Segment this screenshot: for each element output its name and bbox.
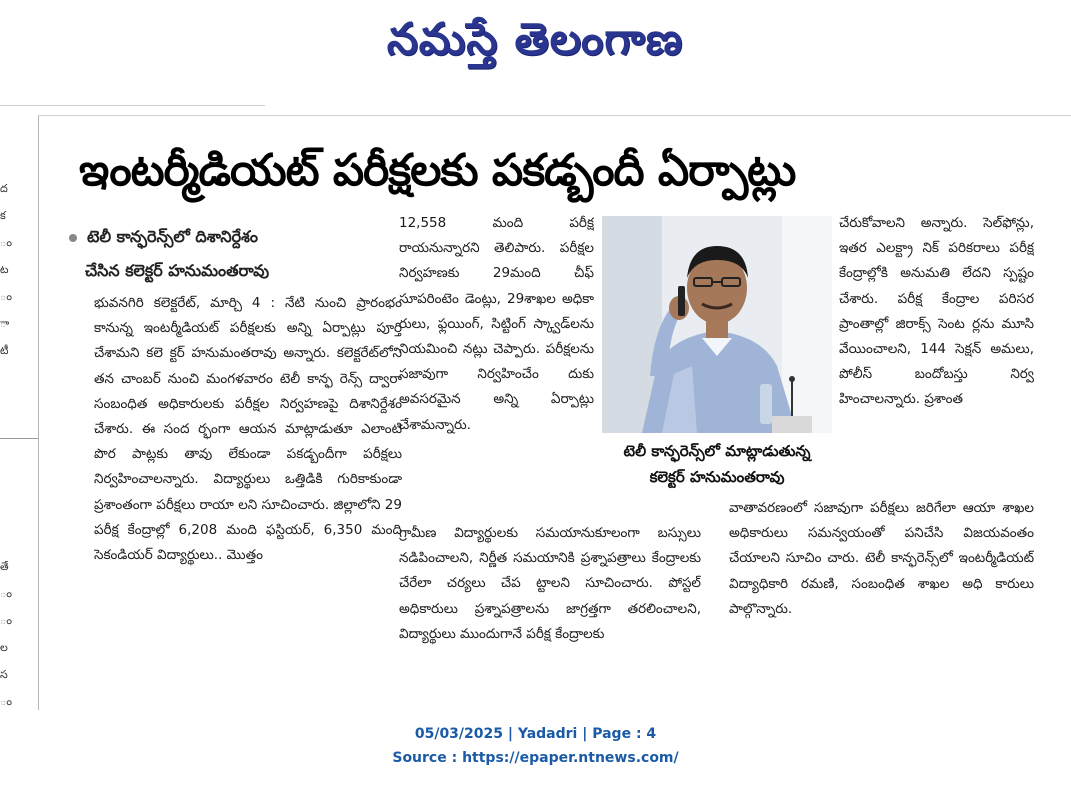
article-column-3-top xyxy=(839,211,1034,501)
newspaper-masthead xyxy=(0,0,1071,100)
article-headline: ఇంటర్మీడియట్ పరీక్షలకు పకడ్బందీ ఏర్పాట్లు xyxy=(79,145,796,196)
bullet-icon xyxy=(69,234,77,242)
article-column-2-bottom xyxy=(399,521,701,696)
article-subheading xyxy=(69,220,379,288)
article-column-2-top xyxy=(399,211,594,521)
subheading-line-1: టెలీ కాన్ఫరెన్స్‌లో దిశానిర్దేశం xyxy=(87,227,258,246)
left-neighbor-article-fragment-top: ద క ం ట ం ా టీ xyxy=(0,182,12,357)
newspaper-logo: నమస్తే తెలంగాణ xyxy=(386,14,684,65)
article-paragraph: భువనగిరి కలెక్టరేట్, మార్చి 4 : నేటి నుంచి ప్రారంభం కానున్న ఇంటర్మీడియట్ పరీక్షలకు అన్ని ఏర్పాట్లు పూర్తి చేశామని కలె క్టర్ హనుమంతరావు అన్నారు. కలెక్టరేట్‌లోని తన చాంబర్ నుంచి మంగళవారం టెలీ కాన్ఫ రెన్స్ ద్వారా సంబంధిత అధికారులకు పరీక్షల నిర్వహణపై దిశానిర్దేశం చేశారు. ఈ సంద ర్భంగా ఆయన మాట్లాడుతూ ఎలాంటి పొర పాట్లకు తావు లేకుండా పకడ్బందీగా పరీక్షలు నిర్వహించాలన్నారు. విద్యార్థులు ఒత్తిడికి గురికాకుండా ప్రశాంతంగా పరీక్షలు రాయా లని సూచించారు. జిల్లాలోని 29 పరీక్ష కేంద్రాల్లో 6,208 మంది ఫస్టియర్, 6,350 మంది సెకండియర్ విద్యార్థులు.. మొత్తం xyxy=(94,295,402,564)
article-paragraph: గ్రామీణ విద్యార్థులకు సమయానుకూలంగా బస్సులు నడిపించాలని, నిర్ణీత సమయానికి ప్రశ్నాపత్రాలు కేంద్రాలకు చేరేలా చర్యలు చేప ట్టాలని సూచించారు. పోస్టల్ అధికారులు ప్రశ్నాపత్రాలను జాగ్రత్తగా తరలించాలని, విద్యార్థులు ముందుగానే పరీక్ష కేంద్రాలకు xyxy=(399,525,701,642)
news-article xyxy=(38,115,1071,710)
caption-line-2: కలెక్టర్ హనుమంతరావు xyxy=(649,468,785,486)
page-footer xyxy=(0,722,1071,772)
source-link[interactable]: Source : https://epaper.ntnews.com/ xyxy=(392,750,679,766)
collector-on-phone-illustration xyxy=(602,216,832,433)
photo-caption xyxy=(602,438,832,498)
article-paragraph: చేరుకోవాలని అన్నారు. సెల్‌ఫోన్లు, ఇతర ఎలక్ట్రా నిక్ పరికరాలు పరీక్ష కేంద్రాల్లోకి అనుమతి లేదని స్పష్టం చేశారు. పరీక్ష కేంద్రాల పరిసర ప్రాంతాల్లో జిరాక్స్ సెంట ర్లను మూసి వేయించాలని, 144 సెక్షన్ అమలు, పోలీస్ బందోబస్తు నిర్వ హించాలన్నారు. ప్రశాంత xyxy=(839,215,1034,408)
article-column-3-bottom xyxy=(729,496,1034,696)
left-column-divider xyxy=(0,105,265,106)
collector-photo xyxy=(602,216,832,433)
caption-line-1: టెలీ కాన్ఫరెన్స్‌లో మాట్లాడుతున్న xyxy=(623,442,811,460)
article-column-1 xyxy=(94,291,402,696)
left-fragment-separator xyxy=(0,438,38,439)
left-neighbor-article-fragment-bottom: తే ం ం ల స ం xyxy=(0,560,12,708)
subheading-line-2: చేసిన కలెక్టర్ హనుమంతరావు xyxy=(85,261,270,280)
article-paragraph: వాతావరణంలో సజావుగా పరీక్షలు జరిగేలా ఆయా శాఖల అధికారులు సమన్వయంతో పనిచేసి విజయవంతం చేయాలని సూచిం చారు. టెలీ కాన్ఫరెన్స్‌లో ఇంటర్మీడియట్ విద్యాధికారి రమణి, సంబంధిత శాఖల అధి కారులు పాల్గొన్నారు. xyxy=(729,500,1034,617)
edition-info: 05/03/2025 | Yadadri | Page : 4 xyxy=(414,726,657,742)
article-paragraph: 12,558 మంది పరీక్ష రాయనున్నారని తెలిపారు. పరీక్షల నిర్వహణకు 29మంది చీఫ్ సూపరింటెం డెంట్లు, 29శాఖల అధికా రులు, ఫ్లయింగ్, సిట్టింగ్ స్క్వాడ్‌లను నియమించి నట్లు చెప్పారు. పరీక్షలను సజావుగా నిర్వహించేం దుకు అవసరమైన అన్ని ఏర్పాట్లు చేశామన్నారు. xyxy=(399,215,594,433)
